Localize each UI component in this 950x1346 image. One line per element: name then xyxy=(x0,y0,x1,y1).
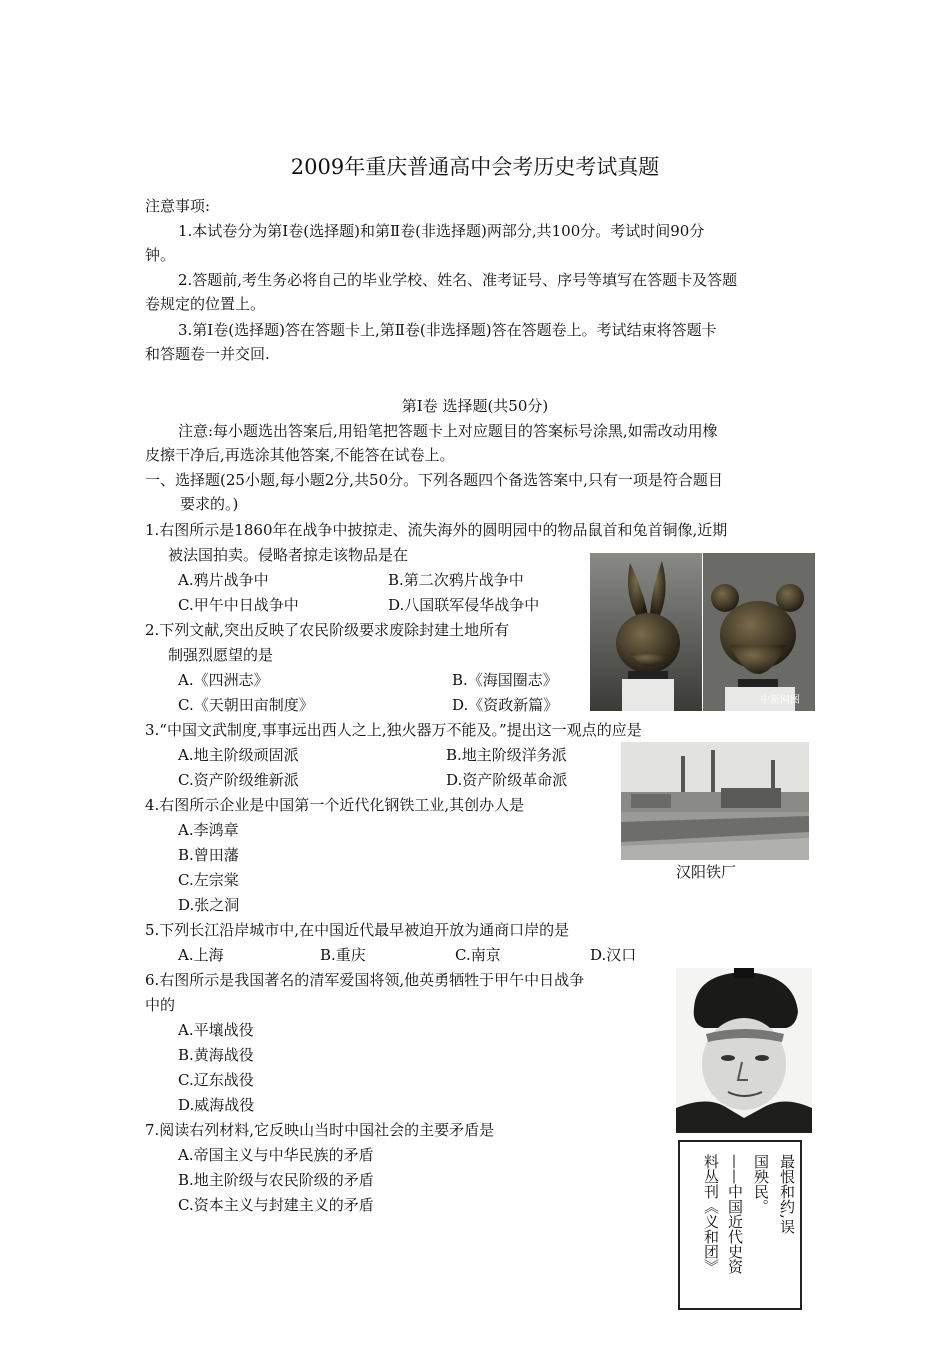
q5-stem: 5.下列长江沿岸城市中,在中国近代最早被迫开放为通商口岸的是 xyxy=(145,921,570,939)
section-note-cont: 皮擦干净后,再选涂其他答案,不能答在试卷上。 xyxy=(145,446,455,464)
q2-option-a: A.《四洲志》 xyxy=(178,671,269,689)
q3-option-c: C.资产阶级维新派 xyxy=(178,771,299,789)
q2-option-d: D.《资政新篇》 xyxy=(452,696,559,714)
q1-option-b: B.第二次鸦片战争中 xyxy=(388,571,524,589)
q1-option-c: C.甲午中日战争中 xyxy=(178,596,299,614)
notice-item-1-cont: 钟。 xyxy=(145,246,176,264)
q6-option-a: A.平壤战役 xyxy=(178,1021,254,1039)
q7-option-a: A.帝国主义与中华民族的矛盾 xyxy=(178,1146,374,1164)
general-portrait-photo xyxy=(676,968,812,1133)
quote-col-1: 最恨和约,误 xyxy=(778,1154,796,1234)
q1-stem-cont: 被法国拍卖。侵略者掠走该物品是在 xyxy=(168,546,409,564)
q7-stem: 7.阅读右列材料,它反映山当时中国社会的主要矛盾是 xyxy=(145,1121,495,1139)
exam-title: 2009年重庆普通高中会考历史考试真题 xyxy=(290,155,660,179)
q1-stem: 1.右图所示是1860年在战争中披掠走、流失海外的圆明园中的物品鼠首和兔首铜像,近期 xyxy=(145,521,728,539)
section-heading: 第Ⅰ卷 选择题(共50分) xyxy=(401,397,549,415)
q7-option-c: C.资本主义与封建主义的矛盾 xyxy=(178,1196,374,1214)
notice-item-2-cont: 卷规定的位置上。 xyxy=(145,295,266,313)
q2-option-b: B.《海国圈志》 xyxy=(452,671,558,689)
q3-option-b: B.地主阶级洋务派 xyxy=(446,746,567,764)
notice-item-1: 1.本试卷分为第Ⅰ卷(选择题)和第Ⅱ卷(非选择题)两部分,共100分。考试时间90分 xyxy=(178,222,705,240)
notice-heading: 注意事项: xyxy=(145,197,211,215)
bronze-heads-photo xyxy=(590,553,815,711)
quote-col-2: 国殃民。 xyxy=(752,1154,770,1214)
notice-item-3: 3.第Ⅰ卷(选择题)答在答题卡上,第Ⅱ卷(非选择题)答在答题卷上。考试结束将答题卡 xyxy=(178,321,717,339)
q6-stem: 6.右图所示是我国著名的清军爱国将领,他英勇牺牲于甲午中日战争 xyxy=(145,971,585,989)
photo-watermark: 中新网图 xyxy=(760,695,800,706)
q3-stem: 3.“中国文武制度,事事远出西人之上,独火器万不能及。”提出这一观点的应是 xyxy=(145,721,642,739)
q7-option-b: B.地主阶级与农民阶级的矛盾 xyxy=(178,1171,374,1189)
section-note: 注意:每小题选出答案后,用铅笔把答题卡上对应题目的答案标号涂黑,如需改动用橡 xyxy=(178,422,718,440)
q3-option-a: A.地主阶级顽固派 xyxy=(178,746,299,764)
q6-stem-cont: 中的 xyxy=(145,996,176,1014)
quote-col-4: 料丛刊《义和团》 xyxy=(702,1154,720,1274)
q5-option-c: C.南京 xyxy=(455,946,501,964)
q1-option-d: D.八国联军侵华战争中 xyxy=(388,596,540,614)
q5-option-d: D.汉口 xyxy=(590,946,637,964)
q2-option-c: C.《天朝田亩制度》 xyxy=(178,696,314,714)
q6-option-b: B.黄海战役 xyxy=(178,1046,254,1064)
q5-option-a: A.上海 xyxy=(178,946,224,964)
q3-option-d: D.资产阶级革命派 xyxy=(446,771,568,789)
q4-stem: 4.右图所示企业是中国第一个近代化钢铁工业,其创办人是 xyxy=(145,796,525,814)
ironworks-photo xyxy=(621,742,809,860)
ironworks-caption: 汉阳铁厂 xyxy=(676,863,737,881)
ironworks-illustration xyxy=(621,742,809,860)
notice-item-3-cont: 和答题卷一并交回. xyxy=(145,345,270,363)
source-quote-box xyxy=(678,1140,802,1310)
quote-col-3: ——中国近代史资 xyxy=(726,1154,744,1274)
bronze-heads-illustration xyxy=(590,553,815,711)
q4-option-d: D.张之洞 xyxy=(178,896,240,914)
notice-item-2: 2.答题前,考生务必将自己的毕业学校、姓名、准考证号、序号等填写在答题卡及答题 xyxy=(178,271,738,289)
q4-option-b: B.曾田藩 xyxy=(178,846,239,864)
q1-option-a: A.鸦片战争中 xyxy=(178,571,269,589)
q6-option-d: D.威海战役 xyxy=(178,1096,255,1114)
q2-stem-cont: 制强烈愿望的是 xyxy=(168,646,274,664)
q4-option-a: A.李鸿章 xyxy=(178,821,239,839)
q6-option-c: C.辽东战役 xyxy=(178,1071,254,1089)
general-portrait-illustration xyxy=(676,968,812,1133)
part-instructions: 一、选择题(25小题,每小题2分,共50分。下列各题四个备选答案中,只有一项是符合题目 xyxy=(145,471,723,489)
q4-option-c: C.左宗棠 xyxy=(178,871,239,889)
q5-option-b: B.重庆 xyxy=(320,946,366,964)
q2-stem: 2.下列文献,突出反映了农民阶级要求废除封建土地所有 xyxy=(145,621,510,639)
part-instructions-cont: 要求的。) xyxy=(180,495,239,513)
